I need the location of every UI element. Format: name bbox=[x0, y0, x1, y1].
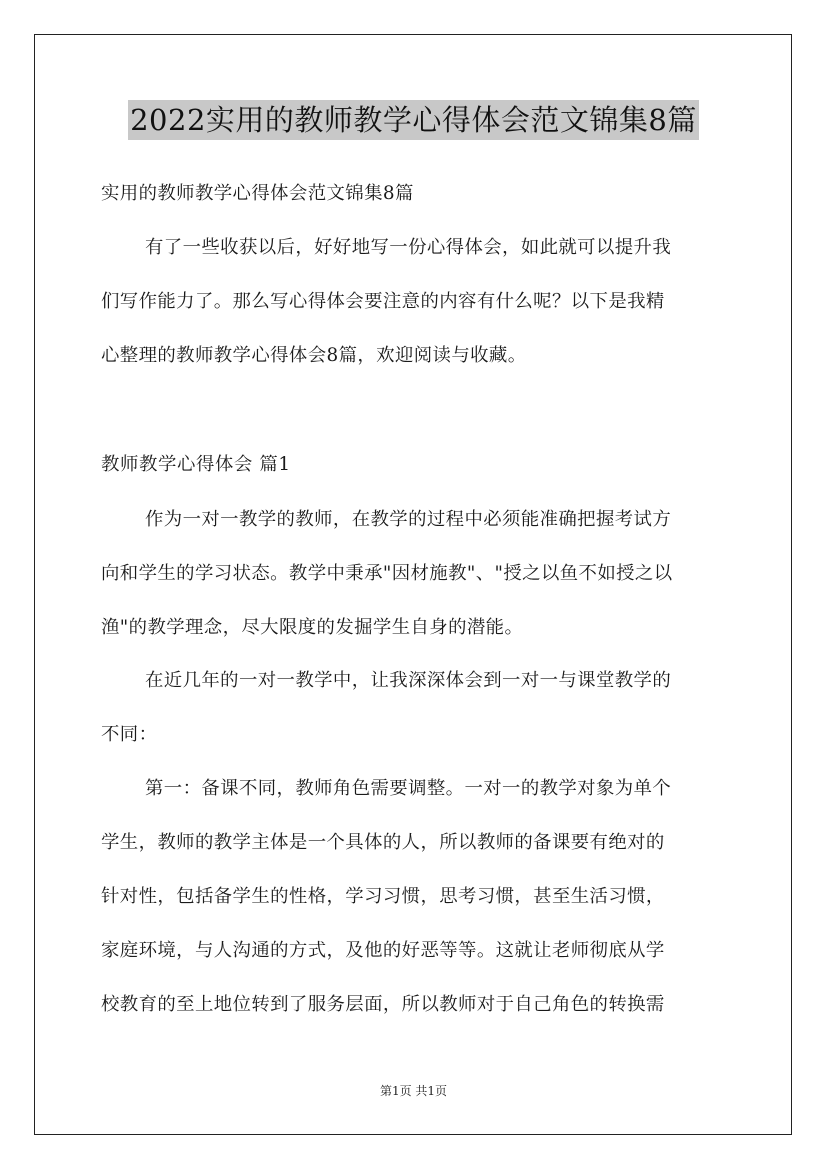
page-number-footer: 第1页 共1页 bbox=[379, 1084, 448, 1098]
document-subtitle: 实用的教师教学心得体会范文锦集8篇 bbox=[101, 183, 414, 204]
paragraph-line: 针对性，包括备学生的性格，学习习惯，思考习惯，甚至生活习惯， bbox=[101, 886, 665, 907]
paragraph-line: 向和学生的学习状态。教学中秉承"因材施教"、"授之以鱼不如授之以 bbox=[101, 563, 673, 584]
section-heading: 教师教学心得体会 篇1 bbox=[101, 454, 291, 475]
paragraph-line: 在近几年的一对一教学中，让我深深体会到一对一与课堂教学的 bbox=[145, 670, 672, 691]
intro-line: 有了一些收获以后，好好地写一份心得体会，如此就可以提升我 bbox=[145, 237, 672, 258]
paragraph-line: 家庭环境，与人沟通的方式，及他的好恶等等。这就让老师彻底从学 bbox=[101, 940, 665, 961]
paragraph-line: 作为一对一教学的教师，在教学的过程中必须能准确把握考试方 bbox=[145, 509, 672, 530]
paragraph-line: 校教育的至上地位转到了服务层面，所以教师对于自己角色的转换需 bbox=[101, 994, 665, 1015]
intro-line: 心整理的教师教学心得体会8篇，欢迎阅读与收藏。 bbox=[101, 345, 527, 366]
title-container bbox=[0, 100, 827, 140]
paragraph-line: 第一：备课不同，教师角色需要调整。一对一的教学对象为单个 bbox=[145, 778, 672, 799]
paragraph-line: 学生，教师的教学主体是一个具体的人，所以教师的备课要有绝对的 bbox=[101, 832, 665, 853]
document-title: 2022实用的教师教学心得体会范文锦集8篇 bbox=[128, 100, 699, 140]
paragraph-line: 不同： bbox=[101, 724, 158, 745]
intro-line: 们写作能力了。那么写心得体会要注意的内容有什么呢？以下是我精 bbox=[101, 291, 665, 312]
paragraph-line: 渔"的教学理念，尽大限度的发掘学生自身的潜能。 bbox=[101, 617, 524, 638]
